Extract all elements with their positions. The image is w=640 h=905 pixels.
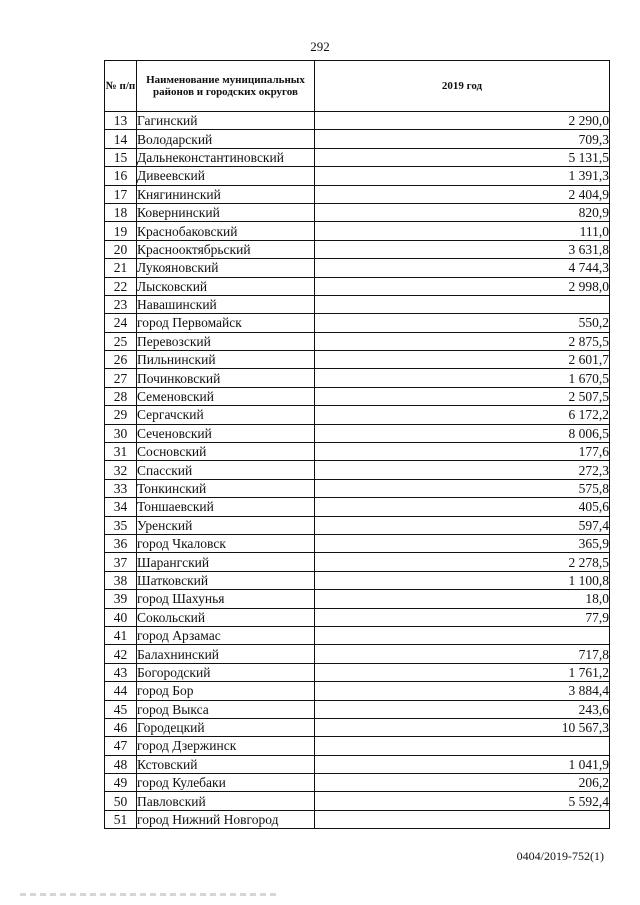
row-municipality-name: Уренский (137, 516, 315, 534)
header-number: № п/п (105, 61, 137, 112)
row-municipality-name: Сергачский (137, 406, 315, 424)
row-number: 25 (105, 332, 137, 350)
row-value-2019: 575,8 (315, 479, 610, 497)
row-value-2019: 2 290,0 (315, 112, 610, 130)
table-row (105, 259, 610, 277)
table-row (105, 130, 610, 148)
row-value-2019: 8 006,5 (315, 424, 610, 442)
row-municipality-name: город Арзамас (137, 626, 315, 644)
table-header (105, 61, 610, 112)
row-number: 14 (105, 130, 137, 148)
row-number: 35 (105, 516, 137, 534)
row-value-2019: 2 998,0 (315, 277, 610, 295)
row-value-2019: 111,0 (315, 222, 610, 240)
row-number: 31 (105, 443, 137, 461)
row-value-2019: 3 631,8 (315, 240, 610, 258)
row-number: 23 (105, 295, 137, 313)
row-municipality-name: город Нижний Новгород (137, 810, 315, 828)
table-row (105, 682, 610, 700)
table-row (105, 700, 610, 718)
table-row (105, 369, 610, 387)
row-municipality-name: город Чкаловск (137, 534, 315, 552)
row-municipality-name: Сеченовский (137, 424, 315, 442)
row-value-2019: 1 041,9 (315, 755, 610, 773)
row-number: 17 (105, 185, 137, 203)
row-number: 29 (105, 406, 137, 424)
row-value-2019: 820,9 (315, 203, 610, 221)
row-municipality-name: город Шахунья (137, 590, 315, 608)
row-municipality-name: Лысковский (137, 277, 315, 295)
row-municipality-name: Перевозский (137, 332, 315, 350)
table-row (105, 332, 610, 350)
row-municipality-name: город Кулебаки (137, 774, 315, 792)
table-row (105, 222, 610, 240)
row-number: 50 (105, 792, 137, 810)
row-value-2019: 10 567,3 (315, 718, 610, 736)
row-value-2019: 2 404,9 (315, 185, 610, 203)
row-number: 41 (105, 626, 137, 644)
row-number: 19 (105, 222, 137, 240)
row-number: 13 (105, 112, 137, 130)
row-municipality-name: город Дзержинск (137, 737, 315, 755)
row-municipality-name: Краснобаковский (137, 222, 315, 240)
row-number: 38 (105, 571, 137, 589)
row-municipality-name: Пильнинский (137, 351, 315, 369)
table-row (105, 663, 610, 681)
header-year: 2019 год (315, 61, 610, 112)
row-value-2019: 709,3 (315, 130, 610, 148)
row-municipality-name: Павловский (137, 792, 315, 810)
row-value-2019: 5 131,5 (315, 148, 610, 166)
table-row (105, 295, 610, 313)
row-value-2019 (315, 626, 610, 644)
table-row (105, 774, 610, 792)
row-value-2019: 3 884,4 (315, 682, 610, 700)
row-number: 32 (105, 461, 137, 479)
table-row (105, 424, 610, 442)
row-number: 39 (105, 590, 137, 608)
row-value-2019 (315, 810, 610, 828)
table-body (105, 112, 610, 829)
row-number: 42 (105, 645, 137, 663)
row-value-2019: 18,0 (315, 590, 610, 608)
table-row (105, 240, 610, 258)
row-municipality-name: Гагинский (137, 112, 315, 130)
row-value-2019 (315, 737, 610, 755)
row-municipality-name: Городецкий (137, 718, 315, 736)
row-value-2019: 5 592,4 (315, 792, 610, 810)
row-value-2019: 405,6 (315, 498, 610, 516)
row-value-2019 (315, 295, 610, 313)
table-row (105, 203, 610, 221)
table-row (105, 645, 610, 663)
table-row (105, 277, 610, 295)
table-row (105, 737, 610, 755)
table-row (105, 590, 610, 608)
row-number: 15 (105, 148, 137, 166)
table-row (105, 718, 610, 736)
row-value-2019: 550,2 (315, 314, 610, 332)
row-municipality-name: Ковернинский (137, 203, 315, 221)
table-row (105, 534, 610, 552)
table-row (105, 443, 610, 461)
table-row (105, 571, 610, 589)
row-municipality-name: город Выкса (137, 700, 315, 718)
table-row (105, 516, 610, 534)
row-number: 51 (105, 810, 137, 828)
row-number: 28 (105, 387, 137, 405)
row-number: 47 (105, 737, 137, 755)
table-row (105, 185, 610, 203)
row-number: 30 (105, 424, 137, 442)
row-number: 24 (105, 314, 137, 332)
row-number: 44 (105, 682, 137, 700)
row-number: 18 (105, 203, 137, 221)
row-municipality-name: Кстовский (137, 755, 315, 773)
row-number: 22 (105, 277, 137, 295)
row-municipality-name: Семеновский (137, 387, 315, 405)
row-number: 40 (105, 608, 137, 626)
row-number: 48 (105, 755, 137, 773)
table-row (105, 167, 610, 185)
row-municipality-name: Шатковский (137, 571, 315, 589)
row-number: 26 (105, 351, 137, 369)
scan-artifact-strip (20, 893, 280, 896)
row-number: 34 (105, 498, 137, 516)
table-row (105, 406, 610, 424)
row-value-2019: 2 601,7 (315, 351, 610, 369)
table-row (105, 608, 610, 626)
row-municipality-name: Краснооктябрьский (137, 240, 315, 258)
row-municipality-name: Богородский (137, 663, 315, 681)
row-value-2019: 1 391,3 (315, 167, 610, 185)
row-value-2019: 177,6 (315, 443, 610, 461)
row-number: 46 (105, 718, 137, 736)
table-row (105, 351, 610, 369)
table-row (105, 553, 610, 571)
table-row (105, 810, 610, 828)
row-municipality-name: Лукояновский (137, 259, 315, 277)
table-row (105, 148, 610, 166)
table-row (105, 461, 610, 479)
row-municipality-name: Спасский (137, 461, 315, 479)
row-value-2019: 243,6 (315, 700, 610, 718)
row-municipality-name: Навашинский (137, 295, 315, 313)
row-number: 43 (105, 663, 137, 681)
row-value-2019: 1 670,5 (315, 369, 610, 387)
row-municipality-name: Тоншаевский (137, 498, 315, 516)
row-number: 20 (105, 240, 137, 258)
row-value-2019: 2 875,5 (315, 332, 610, 350)
row-value-2019: 365,9 (315, 534, 610, 552)
row-municipality-name: Володарский (137, 130, 315, 148)
row-number: 33 (105, 479, 137, 497)
table-row (105, 314, 610, 332)
table-row (105, 112, 610, 130)
row-value-2019: 2 507,5 (315, 387, 610, 405)
row-municipality-name: Починковский (137, 369, 315, 387)
row-number: 21 (105, 259, 137, 277)
document-code: 0404/2019-752(1) (516, 849, 604, 863)
table-row (105, 792, 610, 810)
table-row (105, 626, 610, 644)
row-municipality-name: Балахнинский (137, 645, 315, 663)
row-municipality-name: Дивеевский (137, 167, 315, 185)
header-name: Наименование муниципальных районов и городских округов (137, 61, 315, 112)
row-municipality-name: Шарангский (137, 553, 315, 571)
row-number: 16 (105, 167, 137, 185)
row-number: 36 (105, 534, 137, 552)
row-number: 49 (105, 774, 137, 792)
row-number: 27 (105, 369, 137, 387)
row-municipality-name: Княгининский (137, 185, 315, 203)
table-row (105, 479, 610, 497)
row-value-2019: 206,2 (315, 774, 610, 792)
data-table (104, 60, 610, 829)
row-value-2019: 4 744,3 (315, 259, 610, 277)
row-value-2019: 1 761,2 (315, 663, 610, 681)
row-value-2019: 597,4 (315, 516, 610, 534)
row-value-2019: 717,8 (315, 645, 610, 663)
row-number: 37 (105, 553, 137, 571)
row-municipality-name: Сокольский (137, 608, 315, 626)
table-row (105, 498, 610, 516)
row-value-2019: 1 100,8 (315, 571, 610, 589)
row-municipality-name: город Бор (137, 682, 315, 700)
page-number: 292 (310, 39, 330, 54)
row-value-2019: 6 172,2 (315, 406, 610, 424)
row-value-2019: 77,9 (315, 608, 610, 626)
row-municipality-name: город Первомайск (137, 314, 315, 332)
row-municipality-name: Сосновский (137, 443, 315, 461)
row-municipality-name: Тонкинский (137, 479, 315, 497)
row-value-2019: 2 278,5 (315, 553, 610, 571)
table-row (105, 387, 610, 405)
row-value-2019: 272,3 (315, 461, 610, 479)
table-row (105, 755, 610, 773)
row-number: 45 (105, 700, 137, 718)
row-municipality-name: Дальнеконстантиновский (137, 148, 315, 166)
